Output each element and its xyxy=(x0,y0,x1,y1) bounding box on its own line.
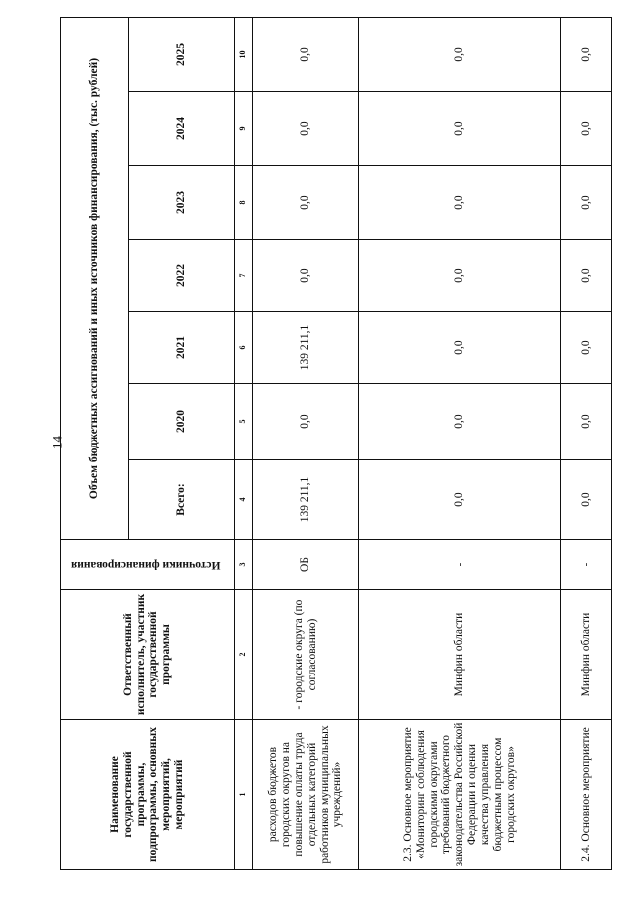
row-value: 0,0 xyxy=(561,166,612,240)
header-executor: Ответственный исполнитель, участник государственной программы xyxy=(61,590,235,720)
header-name: Наименование государственной программы, подпрограммы, основных мероприятий, мероприятий xyxy=(61,720,235,870)
row-name: расходов бюджетов городских округов на повышение оплаты труда отдельных категорий работников муниципальных учреждений» xyxy=(253,720,359,870)
page-number: 14 xyxy=(49,436,65,449)
header-source xyxy=(61,540,235,590)
header-year: 2021 xyxy=(129,312,235,384)
row-name: 2.4. Основное мероприятие xyxy=(561,720,612,870)
row-executor: Минфин области xyxy=(359,590,561,720)
column-number: 7 xyxy=(234,240,253,312)
row-source: - xyxy=(561,540,612,590)
header-row-1 xyxy=(61,17,129,869)
row-executor: Минфин области xyxy=(561,590,612,720)
financing-table xyxy=(60,17,612,870)
column-number: 2 xyxy=(234,590,253,720)
column-number: 3 xyxy=(234,540,253,590)
column-number-row xyxy=(234,17,253,869)
row-value: 0,0 xyxy=(359,240,561,312)
column-number: 9 xyxy=(234,92,253,166)
column-number: 6 xyxy=(234,312,253,384)
row-value: 0,0 xyxy=(359,166,561,240)
row-value: 0,0 xyxy=(359,17,561,91)
row-value: 0,0 xyxy=(359,92,561,166)
table-row xyxy=(253,17,359,869)
header-volume: Объем бюджетных ассигнований и иных источников финансирования, (тыс. рублей) xyxy=(61,17,129,539)
row-source: ОБ xyxy=(253,540,359,590)
column-number: 4 xyxy=(234,460,253,540)
header-year: 2020 xyxy=(129,384,235,460)
row-name: 2.3. Основное мероприятие «Мониторинг соблюдения городскими округами требований бюджетного законодательства Российской Федерации и оценки качества управления бюджетным процессом городских округов» xyxy=(359,720,561,870)
table-row xyxy=(561,17,612,869)
row-executor: - городские округа (по согласованию) xyxy=(253,590,359,720)
column-number: 10 xyxy=(234,17,253,91)
row-value: 0,0 xyxy=(253,166,359,240)
row-value: 0,0 xyxy=(359,384,561,460)
row-value: 0,0 xyxy=(561,240,612,312)
row-value: 0,0 xyxy=(253,240,359,312)
header-year: 2025 xyxy=(129,17,235,91)
row-value: 139 211,1 xyxy=(253,312,359,384)
header-year: 2023 xyxy=(129,166,235,240)
row-value: 0,0 xyxy=(561,312,612,384)
row-total: 0,0 xyxy=(359,460,561,540)
header-source-text: Источники финансирования xyxy=(70,558,221,571)
row-source: - xyxy=(359,540,561,590)
header-total: Всего: xyxy=(129,460,235,540)
row-value: 0,0 xyxy=(253,92,359,166)
row-value: 0,0 xyxy=(359,312,561,384)
column-number: 5 xyxy=(234,384,253,460)
row-total: 139 211,1 xyxy=(253,460,359,540)
rotated-table-wrapper xyxy=(60,18,612,870)
row-value: 0,0 xyxy=(253,17,359,91)
row-value: 0,0 xyxy=(253,384,359,460)
row-value: 0,0 xyxy=(561,17,612,91)
header-year: 2024 xyxy=(129,92,235,166)
row-total: 0,0 xyxy=(561,460,612,540)
header-year: 2022 xyxy=(129,240,235,312)
table-row xyxy=(359,17,561,869)
column-number: 8 xyxy=(234,166,253,240)
row-value: 0,0 xyxy=(561,92,612,166)
row-value: 0,0 xyxy=(561,384,612,460)
column-number: 1 xyxy=(234,720,253,870)
